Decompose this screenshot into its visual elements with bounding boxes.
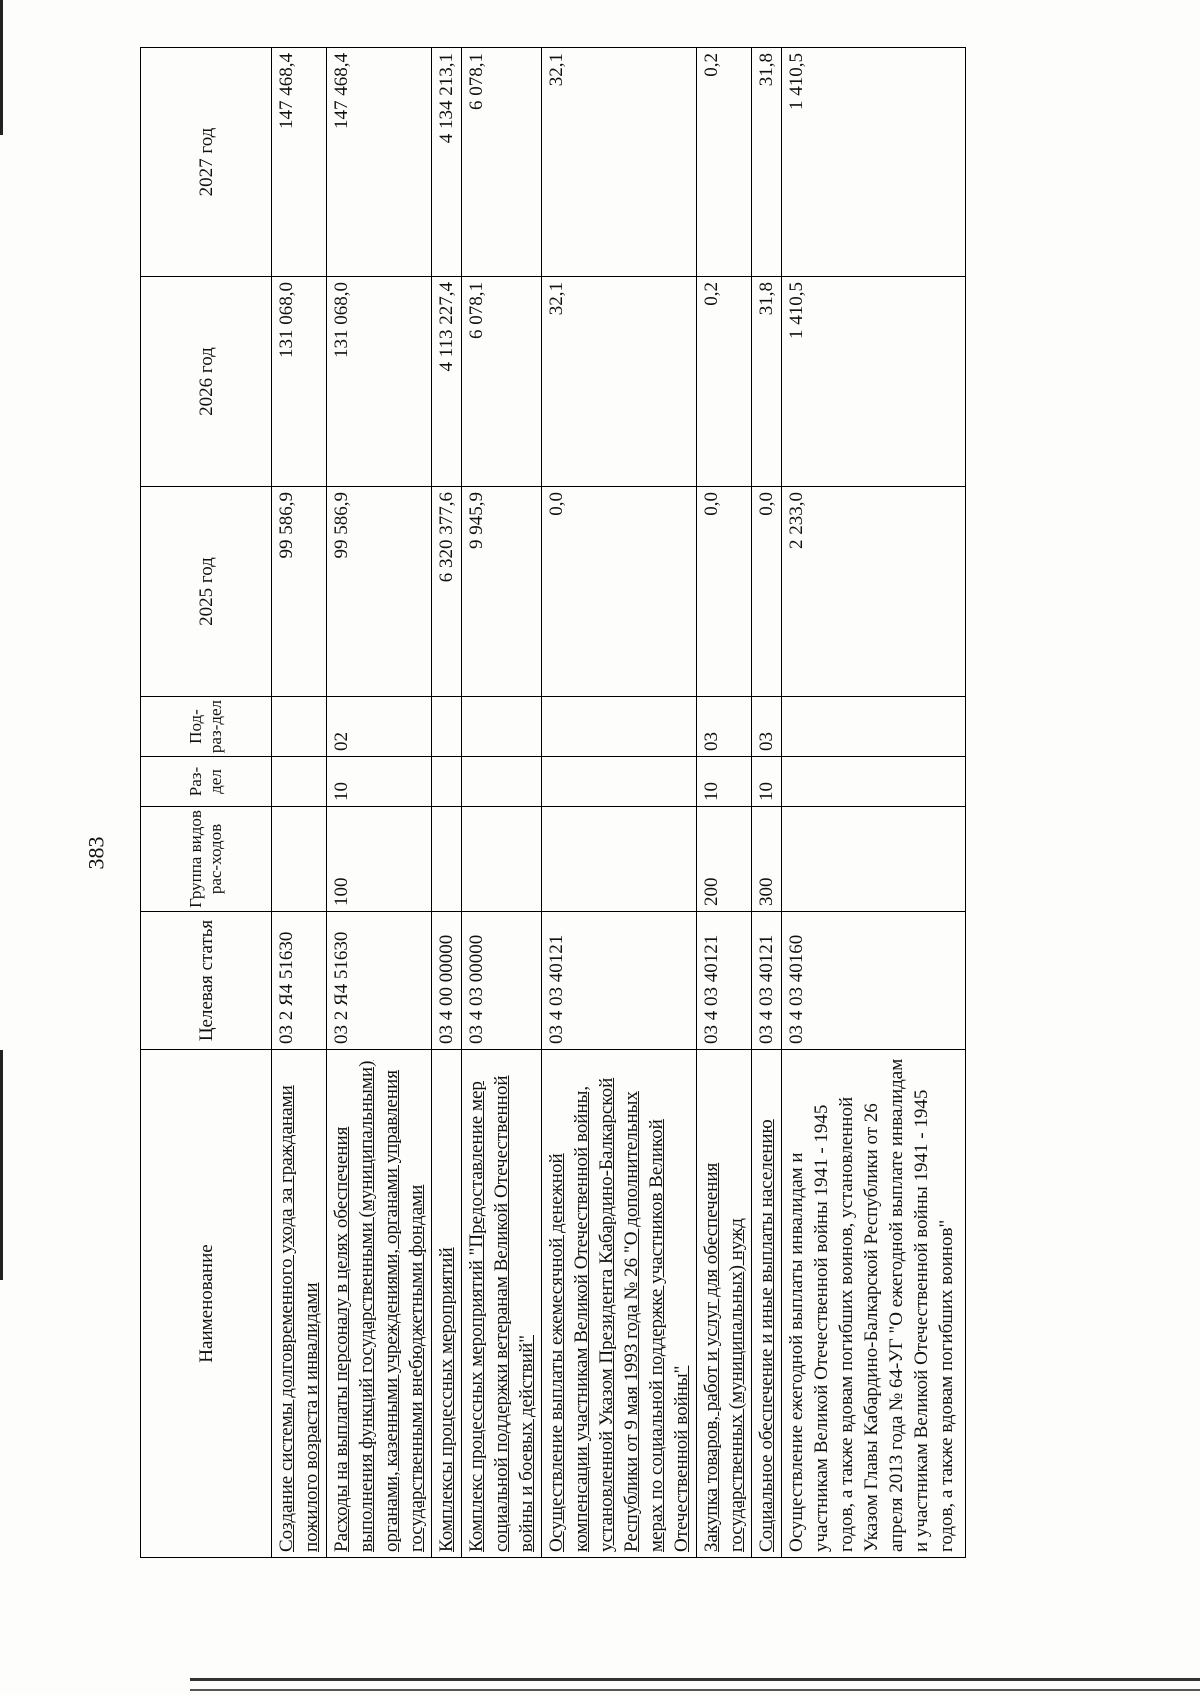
row-2025: 2 233,0: [782, 487, 966, 697]
row-razdel: [272, 757, 327, 807]
row-razdel: 10: [327, 757, 432, 807]
row-podrazdel: 02: [327, 697, 432, 757]
row-razdel: [462, 757, 542, 807]
row-razdel: 10: [697, 757, 752, 807]
row-target: 03 4 00 00000: [432, 912, 462, 1050]
row-name: Комплексы процессных мероприятий: [432, 1050, 462, 1558]
table-header-row: [141, 48, 272, 1558]
row-2025: 6 320 377,6: [432, 487, 462, 697]
row-name: Создание системы долговременного ухода за гражданами пожилого возраста и инвалидами: [272, 1050, 327, 1558]
row-2025: 99 586,9: [272, 487, 327, 697]
row-2026: 32,1: [542, 277, 697, 487]
header-2026: 2026 год: [141, 277, 272, 487]
row-2025: 0,0: [697, 487, 752, 697]
row-group: [432, 807, 462, 912]
row-target: 03 2 Я4 51630: [272, 912, 327, 1050]
row-group: [782, 807, 966, 912]
row-podrazdel: [462, 697, 542, 757]
table-row: [327, 48, 432, 1558]
row-name: Осуществление ежегодной выплаты инвалидам и участникам Великой Отечественной войны 1941 - 1945 годов, а также вдовам погибших воинов, установленной Указом Главы Кабардино-Балкарской Республики от 26 апреля 2013 года № 64-УГ "О ежегодной выплате инвалидам и участникам Великой Отечественной войны 1941 - 1945 годов, а также вдовам погибших воинов": [782, 1050, 966, 1558]
row-name: Осуществление выплаты ежемесячной денежной компенсации участникам Великой Отечественной войны, установленной Указом Президента Кабардино-Балкарской Республики от 9 мая 1993 года № 26 "О дополнительных мерах по социальной поддержке участников Великой Отечественной войны": [542, 1050, 697, 1558]
row-target: 03 4 03 40121: [542, 912, 697, 1050]
row-2026: 4 113 227,4: [432, 277, 462, 487]
header-group: Группа видов рас-ходов: [141, 807, 272, 912]
table-row: [432, 48, 462, 1558]
row-2027: 147 468,4: [327, 48, 432, 277]
row-razdel: [542, 757, 697, 807]
row-podrazdel: 03: [697, 697, 752, 757]
row-2026: 0,2: [697, 277, 752, 487]
table-row: [272, 48, 327, 1558]
row-target: 03 4 03 40121: [752, 912, 782, 1050]
row-2027: 147 468,4: [272, 48, 327, 277]
row-2027: 6 078,1: [462, 48, 542, 277]
row-group: [462, 807, 542, 912]
row-group: 200: [697, 807, 752, 912]
row-podrazdel: [542, 697, 697, 757]
row-2026: 31,8: [752, 277, 782, 487]
page-number: 383: [83, 836, 109, 870]
row-razdel: [432, 757, 462, 807]
row-target: 03 2 Я4 51630: [327, 912, 432, 1050]
row-2026: 131 068,0: [327, 277, 432, 487]
page-edge-line-bottom: [0, 1050, 3, 1280]
row-name: Расходы на выплаты персоналу в целях обеспечения выполнения функций государственными (муниципальными) органами, казенными учреждениями, органами управления государственными внебюджетными фондами: [327, 1050, 432, 1558]
row-2026: 1 410,5: [782, 277, 966, 487]
header-target: Целевая статья: [141, 912, 272, 1050]
row-2025: 9 945,9: [462, 487, 542, 697]
header-podrazdel: Под-раз-дел: [141, 697, 272, 757]
row-podrazdel: [432, 697, 462, 757]
row-podrazdel: 03: [752, 697, 782, 757]
row-group: 100: [327, 807, 432, 912]
budget-table: [140, 47, 966, 1558]
rotated-page-content: [140, 48, 1085, 1558]
row-target: 03 4 03 40121: [697, 912, 752, 1050]
row-2025: 0,0: [542, 487, 697, 697]
header-name: Наименование: [141, 1050, 272, 1558]
row-target: 03 4 03 40160: [782, 912, 966, 1050]
row-razdel: [782, 757, 966, 807]
header-2027: 2027 год: [141, 48, 272, 277]
row-2025: 0,0: [752, 487, 782, 697]
row-2027: 32,1: [542, 48, 697, 277]
row-group: 300: [752, 807, 782, 912]
header-2025: 2025 год: [141, 487, 272, 697]
row-podrazdel: [272, 697, 327, 757]
row-2027: 31,8: [752, 48, 782, 277]
table-row: [782, 48, 966, 1558]
header-razdel: Раз-дел: [141, 757, 272, 807]
row-podrazdel: [782, 697, 966, 757]
bottom-rule: [190, 1678, 1200, 1691]
row-razdel: 10: [752, 757, 782, 807]
row-2027: 1 410,5: [782, 48, 966, 277]
row-name: Комплекс процессных мероприятий "Предоставление мер социальной поддержки ветеранам Великой Отечественной войны и боевых действий": [462, 1050, 542, 1558]
row-2025: 99 586,9: [327, 487, 432, 697]
table-row: [752, 48, 782, 1558]
row-2027: 4 134 213,1: [432, 48, 462, 277]
row-name: Закупка товаров, работ и услуг для обеспечения государственных (муниципальных) нужд: [697, 1050, 752, 1558]
row-target: 03 4 03 00000: [462, 912, 542, 1050]
table-row: [462, 48, 542, 1558]
table-row: [697, 48, 752, 1558]
row-2026: 6 078,1: [462, 277, 542, 487]
row-2027: 0,2: [697, 48, 752, 277]
row-name: Социальное обеспечение и иные выплаты населению: [752, 1050, 782, 1558]
page-edge-line-top: [0, 0, 3, 135]
row-group: [272, 807, 327, 912]
row-group: [542, 807, 697, 912]
row-2026: 131 068,0: [272, 277, 327, 487]
table-row: [542, 48, 697, 1558]
